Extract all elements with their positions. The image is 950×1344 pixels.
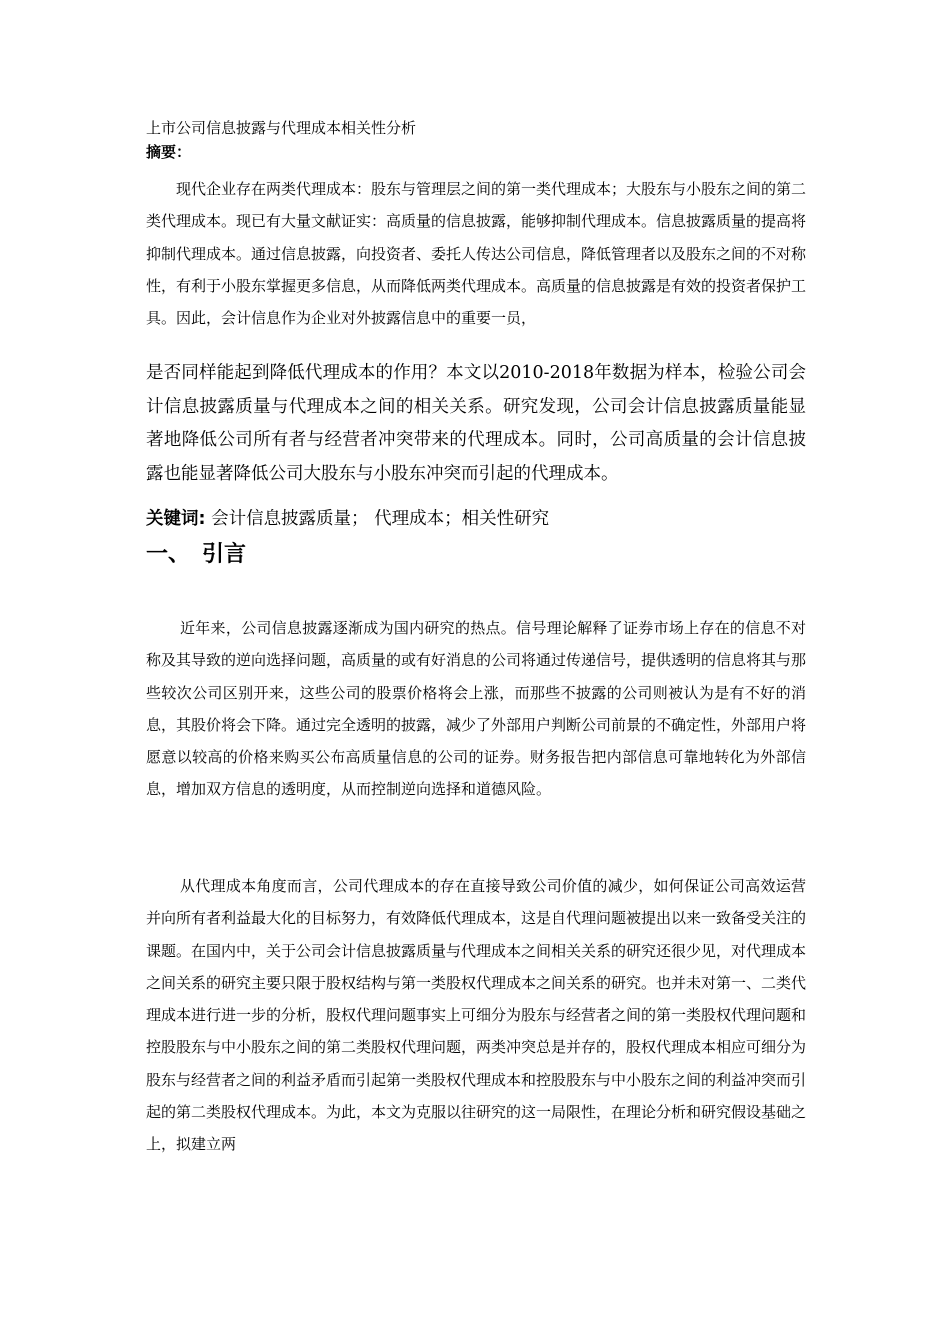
document-title: 上市公司信息披露与代理成本相关性分析 — [146, 119, 417, 137]
abstract-label: 摘要： — [146, 143, 192, 161]
body-paragraph-2: 从代理成本角度而言，公司代理成本的存在直接导致公司价值的减少，如何保证公司高效运营并向所有者利益最大化的目标努力，有效降低代理成本，这是自代理问题被提出以来一致备受关注的课题。在国内中，关于公司会计信息披露质量与代理成本之间相关关系的研究还很少见，对代理成本之间关系的研究主要只限于股权结构与第一类股权代理成本之间关系的研究。也并未对第一、二类代理成本进行进一步的分析，股权代理问题事实上可细分为股东与经营者之间的第一类股权代理问题和控股股东与中小股东之间的第二类股权代理问题，两类冲突总是并存的，股权代理成本相应可细分为股东与经营者之间的利益矛盾而引起第一类股权代理成本和控股股东与中小股东之间的利益冲突而引起的第二类股权代理成本。为此，本文为克服以往研究的这一局限性，在理论分析和研究假设基础之上，拟建立两 — [146, 877, 807, 1154]
keywords-label: 关键词: — [146, 509, 206, 529]
keywords-text: 会计信息披露质量； 代理成本；相关性研究 — [205, 509, 550, 529]
section-heading-introduction — [146, 538, 246, 572]
abstract-paragraph-1: 现代企业存在两类代理成本：股东与管理层之间的第一类代理成本；大股东与小股东之间的第二类代理成本。现已有大量文献证实：高质量的信息披露，能够抑制代理成本。信息披露质量的提高将抑制代理成本。通过信息披露，向投资者、委托人传达公司信息，降低管理者以及股东之间的不对称性，有利于小股东掌握更多信息，从而降低两类代理成本。高质量的信息披露是有效的投资者保护工具。因此，会计信息作为企业对外披露信息中的重要一员， — [146, 180, 807, 328]
section-title: 引言 — [202, 542, 247, 567]
section-number: 一、 — [146, 542, 191, 567]
abstract-paragraph-2: 是否同样能起到降低代理成本的作用？本文以2010-2018年数据为样本，检验公司会计信息披露质量与代理成本之间的相关关系。研究发现，公司会计信息披露质量能显著地降低公司所有者与经营者冲突带来的代理成本。同时，公司高质量的会计信息披露也能显著降低公司大股东与小股东冲突而引起的代理成本。 — [146, 363, 806, 484]
keywords-line — [146, 506, 549, 532]
body-paragraph-1: 近年来，公司信息披露逐渐成为国内研究的热点。信号理论解释了证券市场上存在的信息不对称及其导致的逆向选择问题，高质量的或有好消息的公司将通过传递信号，提供透明的信息将其与那些较次公司区别开来，这些公司的股票价格将会上涨，而那些不披露的公司则被认为是有不好的消息，其股价将会下降。通过完全透明的披露，减少了外部用户判断公司前景的不确定性，外部用户将愿意以较高的价格来购买公布高质量信息的公司的证券。财务报告把内部信息可靠地转化为外部信息，增加双方信息的透明度，从而控制逆向选择和道德风险。 — [146, 619, 807, 799]
